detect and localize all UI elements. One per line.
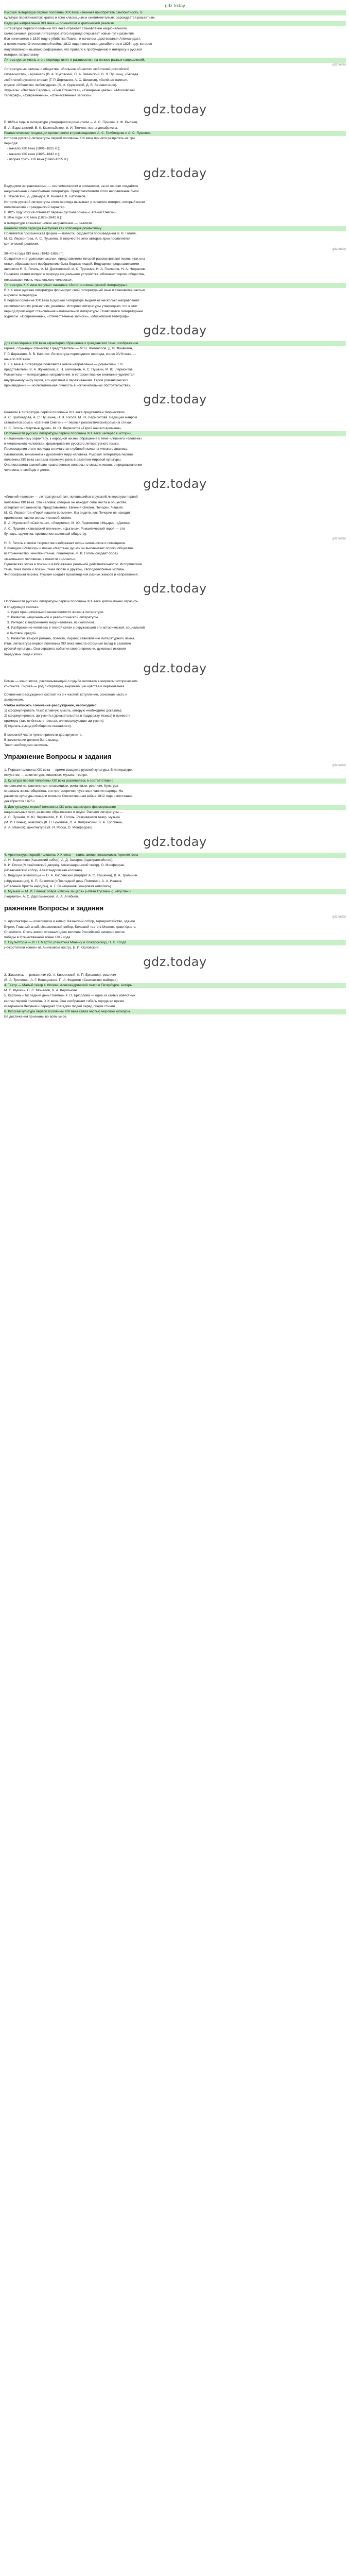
paragraph bbox=[4, 641, 346, 657]
text-line: половины XIX века. Это человек, который не находит себе места в обществе, bbox=[4, 500, 127, 504]
text-line: искусстве — архитектуре, живописи, музыке, театре. bbox=[4, 773, 88, 777]
paragraph bbox=[4, 562, 346, 578]
text-line: Она поставила важнейшие нравственные вопросы: о смысле жизни, о предназначении bbox=[4, 463, 143, 467]
list-item: 5. Развитие жанров романа, повести, лирики; становление литературного языка. bbox=[7, 636, 135, 640]
section-title: Упражнение Вопросы и задания bbox=[4, 753, 112, 761]
text-line: Е. А. Баратынский, В. К. Кюхельбекер, Ф. И. Тютчев, поэты-декабристы. bbox=[4, 126, 118, 130]
text-line: извержения Везувия и передаёт трагедию людей перед лицом стихии. bbox=[4, 1004, 116, 1008]
text-line: В 1825 году Россия отмечает первый русский роман «Евгений Онегин». bbox=[4, 211, 118, 215]
watermark: gdz.today bbox=[143, 581, 207, 596]
text-line: История русской литературы первой половины XIX века принято разделять на три bbox=[4, 137, 135, 141]
text-line: сентиментализм, романтизм, реализм. Историки литературы утверждают, что в этот bbox=[4, 304, 138, 308]
text-line: развитие культуры оказали влияние Отечественная война 1812 года и восстание bbox=[4, 794, 133, 799]
text-line: политический и гражданский характер. bbox=[4, 205, 66, 209]
intro-line: Вся начинается в 1820 году с убийства Павла I и началом царствования Александра I, bbox=[4, 37, 142, 41]
text-line: Создаётся «натуральная школа», представители которой рассматривают жизнь «как она bbox=[4, 257, 145, 261]
paragraph bbox=[4, 362, 346, 388]
watermark: gdz.today bbox=[143, 660, 207, 675]
text-line: героев, служащих отечеству. Представители — М. В. Ломоносов, Д. И. Фонвизин, bbox=[4, 347, 133, 351]
paragraph bbox=[4, 521, 346, 537]
paragraph bbox=[4, 200, 346, 210]
text-line: 4. Архитектура первой половины XIX века — стиль ампир, классицизм. Архитекторы bbox=[4, 853, 346, 858]
text-line: («Кружевница»), К. П. Брюллов («Последний день Помпеи»), А. А. Иванов bbox=[4, 879, 122, 883]
text-line: Философская лирика. Пушкин создаёт произведения разных жанров и направлений. bbox=[4, 573, 139, 577]
watermark: gdz.today bbox=[143, 392, 207, 406]
text-line: тема, тема поэта и поэзии, тема любви и дружбы, свободолюбивые мотивы. bbox=[4, 568, 126, 572]
text-line: Литература XIX века получает название «Золотого века русской литературы». bbox=[4, 283, 346, 288]
list-item: 3. Интерес к внутреннему миру человека, психологизм. bbox=[7, 621, 95, 625]
text-line: начало XIX века. bbox=[4, 357, 31, 361]
text-line: взяточничество, чинопочитание, лицемерие. Н. В. Гоголь создаёт образ bbox=[4, 552, 118, 556]
text-line: кружок «Общество любомудров» (В. Ф. Одоевский, Д. В. Веневитинов). bbox=[4, 83, 117, 87]
text-line: 30–40-е годы XIX века (1842–1855 гг.): bbox=[4, 251, 65, 256]
text-line: 1. Первая половина XIX века — время расцвета русской культуры. В литературе, bbox=[4, 768, 133, 772]
text-line: передовых людей эпохи. bbox=[4, 652, 44, 656]
list-item: 2. Развитие национальной и реалистической литературы. bbox=[7, 616, 99, 620]
list-item: 4. Изображение человека в тесной связи с окружающей его исторической, социальной bbox=[7, 626, 145, 630]
watermark: gdz.today bbox=[143, 954, 207, 969]
text-line: А. С. Пушкин, М. Ю. Лермонтов, Н. В. Гоголь. Развиваются театр, музыка bbox=[4, 815, 120, 819]
text-line: 3. Живопись — романтизм (О. А. Кипренский, К. П. Брюллов), реализм bbox=[4, 973, 116, 977]
text-line: М. Ю. Лермонтова, А. С. Пушкина. В творчестве этих авторов ярко проявляется bbox=[4, 237, 131, 241]
text-line: Произведения этого периода отличаются глубиной психологического анализа, bbox=[4, 447, 129, 451]
text-line: периода: bbox=[4, 142, 19, 146]
text-line: В первой половине XIX века в русской литературе выделяют несколько направлений: bbox=[4, 299, 140, 303]
text-line: Реализм этого периода выступает как оппозиция романтизму. bbox=[4, 226, 346, 231]
text-line: национальная и самобытная литература. Представителями этого направления были bbox=[4, 190, 139, 194]
text-line: Реализм в литературе первой половины XIX века представлен творчеством bbox=[4, 410, 125, 414]
paragraph bbox=[4, 272, 346, 298]
section-title: ражнение Вопросы и задания bbox=[4, 904, 104, 912]
text-line: Ведущими направлениями — сентиментализм и романтизм, на их основе создаётся bbox=[4, 184, 138, 189]
paragraph bbox=[4, 251, 346, 273]
text-line: есть», обращаются к изображению быта бедных людей. Ведущими представителями bbox=[4, 262, 139, 266]
features-list bbox=[7, 610, 346, 641]
text-line: «маленького человека» в повести «Шинель». bbox=[4, 557, 76, 561]
intro-line: Литературная жизнь этого периода кипит и развивается, на основе разных направлений. bbox=[4, 58, 346, 63]
text-line: В 1820-е годы в литературе утверждается романтизм — А. С. Пушкин, К. Ф. Рылеев, bbox=[4, 121, 138, 125]
text-line: представители: В. А. Жуковский, К. Н. Батюшков, А. С. Пушкин, М. Ю. Лермонтов. bbox=[4, 368, 134, 372]
intro-line: Русская литература первой половины XIX века начинает приобретать самобытность. В bbox=[4, 10, 346, 15]
text-line: В XIX веке в литературе появляется новое направление — романтизм. Его bbox=[4, 362, 123, 366]
text-line: Н. В. Гоголь «Мёртвые души», М. Ю. Лермонтов «Герой нашего времени». bbox=[4, 426, 122, 430]
text-line: 3) сделать вывод (обобщение сказанного). bbox=[4, 724, 72, 728]
paragraph bbox=[4, 692, 346, 703]
paragraph bbox=[4, 136, 346, 162]
text-line: основными направлениями: классицизм, романтизм, реализм. Культура bbox=[4, 784, 118, 788]
text-line: гуманизмом, вниманием к духовному миру человека. Русская литература первой bbox=[4, 452, 133, 456]
text-line: 2) сформулировать аргументы (доказательства в поддержку тезиса) и привести bbox=[4, 714, 131, 718]
text-line: А. С. Пушкин «Кавказский пленник», «Цыганы». Романтический герой — это bbox=[4, 527, 125, 531]
text-line: 2. Скульпторы — И. П. Мартос (памятник Минину и Пожарскому), П. К. Клодт bbox=[4, 940, 346, 945]
paragraph bbox=[4, 298, 346, 319]
text-line: («Явление Христа народу»), А. Г. Венецианов (жанровая живопись). bbox=[4, 884, 112, 888]
paragraph bbox=[4, 447, 346, 473]
intro-line: а потом после Отечественной войны 1812 года и восстания декабристов в 1825 году, которое bbox=[4, 42, 152, 46]
watermark-small: gdz.today bbox=[332, 916, 346, 919]
watermark: gdz.today bbox=[143, 166, 207, 181]
list-item: 1. Идея принципиальной независимости жизни в литературе. bbox=[7, 610, 104, 614]
text-line: мировой литературы. bbox=[4, 294, 39, 298]
text-line: (Исаакиевский собор, Александровская колонна). bbox=[4, 869, 83, 873]
text-line: (В. А. Тропинин, А. Г. Венецианов, П. А. Федотов «Сватовство майора»). bbox=[4, 978, 119, 982]
text-line: показывают жизнь «маленького человека». bbox=[4, 278, 73, 282]
list-item: и бытовой средой. bbox=[7, 631, 37, 635]
intro-line: Литература первой половины XIX века отражает становление национального bbox=[4, 26, 127, 30]
watermark: gdz.today bbox=[143, 102, 207, 117]
text-line: М. С. Щепкин, П. С. Мочалов, В. А. Каратыгин. bbox=[4, 989, 78, 993]
text-line: период происходит становление национальной литературы. Появляются литературные bbox=[4, 309, 143, 313]
watermark: gdz.today bbox=[143, 323, 207, 338]
text-line: словесности», «Арзамас» (В. А. Жуковский, П. А. Вяземский, В. Л. Пушкин), «Беседа bbox=[4, 73, 138, 77]
text-line: История русской литературы этого периода вызывает у читателя интерес, который носит bbox=[4, 200, 146, 204]
text-line: половины XIX века сыграла огромную роль в развитии мировой культуры. bbox=[4, 457, 121, 462]
text-line: применения своим силам и способностям. bbox=[4, 516, 72, 520]
text-line: В. Жуковский, Д. Давыдов, К. Рылеев, К. Батюшков. bbox=[4, 195, 86, 199]
text-line: 4. Театр — Малый театр в Москве, Александринский театр в Петербурге. Актёры: bbox=[4, 983, 346, 988]
text-line: контексте. Лирика — род литературы, выражающий чувства и переживания. bbox=[4, 684, 125, 688]
text-line: победы в Отечественной войне 1812 года. bbox=[4, 936, 72, 940]
text-line: внутреннему миру героя, его чувствам и переживаниям. Герой романтических bbox=[4, 378, 128, 382]
text-line: декабристов 1825 г. bbox=[4, 800, 36, 804]
text-line: Литературные салоны и общества: «Вольное общество любителей российской bbox=[4, 67, 130, 72]
text-line: Н. В. Гоголь в своём творчестве изображает жизнь чиновников и помещиков. bbox=[4, 541, 126, 546]
text-line: отвергает его ценности. Представители: Евгений Онегин, Печорин, Чацкий. bbox=[4, 505, 124, 510]
intro-line: Ведущее направление XIX века — романтизм и критический реализм. bbox=[4, 21, 346, 26]
periods-list bbox=[7, 146, 346, 162]
text-line: В основной части нужно привести два аргумента. bbox=[4, 733, 83, 737]
text-line: и «маленького человека»; формирование русского литературного языка. bbox=[4, 442, 120, 446]
text-line: («Укротители коней» на Аничковом мосту), Б. И. Орловский. bbox=[4, 946, 99, 950]
section-1-answers bbox=[4, 768, 346, 900]
text-line: В XIX веке русская литература формирует свой литературный язык и становится частью bbox=[4, 288, 145, 292]
watermark: gdz.today bbox=[143, 477, 207, 492]
text-line: А. Н. Воронихин (Казанский собор), А. Д. Захаров (Адмиралтейство), bbox=[4, 858, 113, 862]
text-line: Журналы: «Вестник Европы», «Сын Отечества», «Северные цветы», «Московский bbox=[4, 89, 135, 93]
text-line: телеграф», «Современник», «Отечественные записки». bbox=[4, 94, 93, 98]
text-line: критический реализм. bbox=[4, 242, 39, 246]
text-line: А. С. Грибоедова, А. С. Пушкина, Н. В. Гоголя, М. Ю. Лермонтова. Ведущим жанром bbox=[4, 416, 137, 420]
list-item: - вторая треть XIX века (1842–1855 гг.). bbox=[7, 157, 69, 161]
text-line: В заключении должен быть вывод. bbox=[4, 738, 59, 742]
watermark-small: gdz.today bbox=[332, 247, 346, 251]
text-line: 6. Русская культура первой половины XIX века стала частью мировой культуры. bbox=[4, 1009, 346, 1014]
text-line: 5. Ведущие живописцы — О. А. Кипренский (портрет А. С. Пушкина), В. А. Тропинин bbox=[4, 874, 137, 878]
paragraph bbox=[4, 67, 346, 98]
paragraph bbox=[4, 210, 346, 247]
top-watermark: gdz.today bbox=[165, 3, 185, 8]
text-line: Пушкинская эпоха в поэзии и изображении реальной действительности. Историческая bbox=[4, 562, 142, 566]
page bbox=[0, 0, 350, 1026]
paragraph bbox=[4, 733, 346, 749]
text-line: Сочинение-рассуждение состоит из 3-х частей: вступление, основная часть и bbox=[4, 693, 128, 697]
text-line: к национальному характеру, к народной жизни; обращение к теме «лишнего человека» bbox=[4, 437, 142, 440]
watermark: gdz.today bbox=[143, 834, 207, 849]
text-line: отражала жизнь общества, его противоречия, чувства и чаяния народа. На bbox=[4, 789, 123, 793]
text-line: картин первой половины XIX века. Она изображает гибель города во время bbox=[4, 999, 124, 1003]
text-line: Её достижения признаны во всём мире. bbox=[4, 1015, 67, 1019]
text-line: примеры (заключённые в текстах, иллюстрирующие аргумент); bbox=[4, 719, 104, 723]
text-line: Писатели ставят вопрос о природе социального устройства, обличают пороки общества, bbox=[4, 273, 145, 277]
text-line: «Лишний человек» — литературный тип, появившийся в русской литературе первой bbox=[4, 495, 138, 499]
text-line: в литературе возникает новое направление — реализм. bbox=[4, 221, 93, 225]
text-line: К. И. Росси (Михайловский дворец, Александринский театр), О. Монферран bbox=[4, 863, 125, 867]
text-line: Особенности русской литературы первой половины XIX века кратко можно отразить bbox=[4, 600, 138, 604]
text-line: 2. Культура первой половины XIX века развивалась в соответствии с bbox=[4, 778, 346, 784]
watermark-small: gdz.today bbox=[332, 764, 346, 768]
paragraph bbox=[4, 599, 346, 641]
watermark-small: gdz.today bbox=[332, 537, 346, 541]
text-line: любителей русского слова» (Г. Р. Державин, А. С. Шишков), «Зелёная лампа», bbox=[4, 78, 128, 82]
text-line: Текст необходимо написать. bbox=[4, 743, 49, 747]
intro-block bbox=[4, 10, 346, 63]
text-line: 5. Картина «Последний день Помпеи» К. П. Брюллова — одна из самых известных bbox=[4, 994, 136, 998]
section-2-answers bbox=[4, 919, 346, 1020]
text-line: Спасителя. Стиль ампир отражал идею величия Российской империи после bbox=[4, 930, 125, 934]
text-line: в следующих тезисах: bbox=[4, 605, 39, 609]
intro-line: самосознания; русская литература этого периода открывает новые пути развития. bbox=[4, 32, 135, 36]
text-line: журналы: «Современник», «Отечественные записки», «Московский телеграф». bbox=[4, 314, 130, 318]
text-line: В. А. Жуковский «Светлана», «Людмила». М. Ю. Лермонтов «Мцыри», «Демон». bbox=[4, 521, 132, 526]
text-line: человека, о свободе и долге. bbox=[4, 468, 50, 472]
text-line: русской культуры. Она отразила события своего времени, духовные искания bbox=[4, 647, 126, 651]
paragraph bbox=[4, 679, 346, 689]
text-line: Биржи, Главный штаб, Исаакиевский собор, Большой театр в Москве, храм Христа bbox=[4, 925, 136, 929]
paragraph bbox=[4, 495, 346, 521]
text-line: В комедии «Ревизор» и поэме «Мёртвые души» он высмеивает пороки общества: bbox=[4, 547, 134, 551]
text-line: Роман — жанр эпоса, рассказывающий о судьбе человека в широком историческом bbox=[4, 679, 137, 683]
text-line: являются Н. В. Гоголь, Ф. М. Достоевский, И. С. Тургенев, И. А. Гончаров, Н. А. Некрасов. bbox=[4, 267, 146, 272]
watermark-small: gdz.today bbox=[332, 63, 346, 67]
text-line: Для классицизма XIX века характерно обращение к гражданской теме, изображение bbox=[4, 341, 346, 346]
text-line: 3. Для культуры первой половины XIX века характерно формирование bbox=[4, 805, 346, 810]
paragraph bbox=[4, 541, 346, 562]
text-line: (М. И. Глинка), живопись (К. П. Брюллов, О. А. Кипренский, В. А. Тропинин, bbox=[4, 821, 123, 825]
paragraph bbox=[4, 120, 346, 136]
text-line: Романтизм — литературное направление, в котором главное внимание уделяется bbox=[4, 373, 135, 377]
list-item: - начало XIX века (1801–1825 гг.); bbox=[7, 147, 60, 151]
text-line: Итак, литература первой половины XIX века внесла огромный вклад в развитие bbox=[4, 642, 131, 646]
intro-line: подготовлено и вызвано реформами, что привело к пробуждению и интересу к русской bbox=[4, 47, 142, 52]
list-item: - начало XIX века (1825–1842 гг.); bbox=[7, 152, 60, 156]
essay-steps-title: Чтобы написать сочинение-рассуждение, необходимо: bbox=[4, 703, 98, 707]
text-line: В 20-е годы XIX века (1826–1842 гг.): bbox=[4, 216, 62, 220]
paragraph bbox=[4, 184, 346, 200]
text-line: Г. Р. Державин, В. В. Капнист. Литература переходного периода, конец XVIII века — bbox=[4, 352, 136, 356]
text-line: становится роман. «Евгений Онегин» — первый реалистический роман в стихах. bbox=[4, 421, 133, 425]
paragraph bbox=[4, 341, 346, 362]
text-line: произведений — исключительная личность в исключительных обстоятельствах. bbox=[4, 383, 131, 387]
text-line: 1) сформулировать тезис (главную мысль, которую необходимо доказать); bbox=[4, 708, 122, 713]
paragraph bbox=[4, 410, 346, 431]
text-line: 1. Архитекторы — классицизм и ампир: Казанский собор, Адмиралтейство, здание bbox=[4, 920, 135, 924]
text-line: 6. Музыка — М. И. Глинка: опера «Жизнь за царя» («Иван Сусанин»), «Руслан и bbox=[4, 889, 346, 894]
text-line: Людмила». А. С. Даргомыжский, А. А. Алябьев. bbox=[4, 895, 79, 899]
text-line: А. А. Иванов), архитектура (К. И. Росси, О. Монферран). bbox=[4, 826, 94, 830]
text-line: национальных черт, развитие образования и науки. Расцвет литературы — bbox=[4, 810, 124, 814]
paragraph bbox=[4, 431, 346, 447]
text-line: заключение. bbox=[4, 698, 24, 702]
text-line: Реалистические тенденции проявляются в произведениях А. С. Грибоедова и А. С. Пушкина. bbox=[4, 131, 346, 136]
essay-steps bbox=[4, 703, 346, 730]
text-line: Особенности русской литературы первой половины XIX века: интерес к истории, bbox=[4, 431, 346, 436]
intro-line: истории, патриотизму. bbox=[4, 53, 40, 57]
text-line: Появляется прозаическая форма — повесть; создаются произведения Н. В. Гоголя, bbox=[4, 231, 137, 235]
text-line: бунтарь, одиночка, противопоставленный обществу. bbox=[4, 532, 87, 536]
intro-line: культуре перекликается: кратко и ясно классицизм и сентиментализм, зарождается романтизм. bbox=[4, 16, 155, 20]
text-line: М. Ю. Лермонтов «Герой нашего времени». Вы видите, как Печорин не находит bbox=[4, 511, 131, 515]
